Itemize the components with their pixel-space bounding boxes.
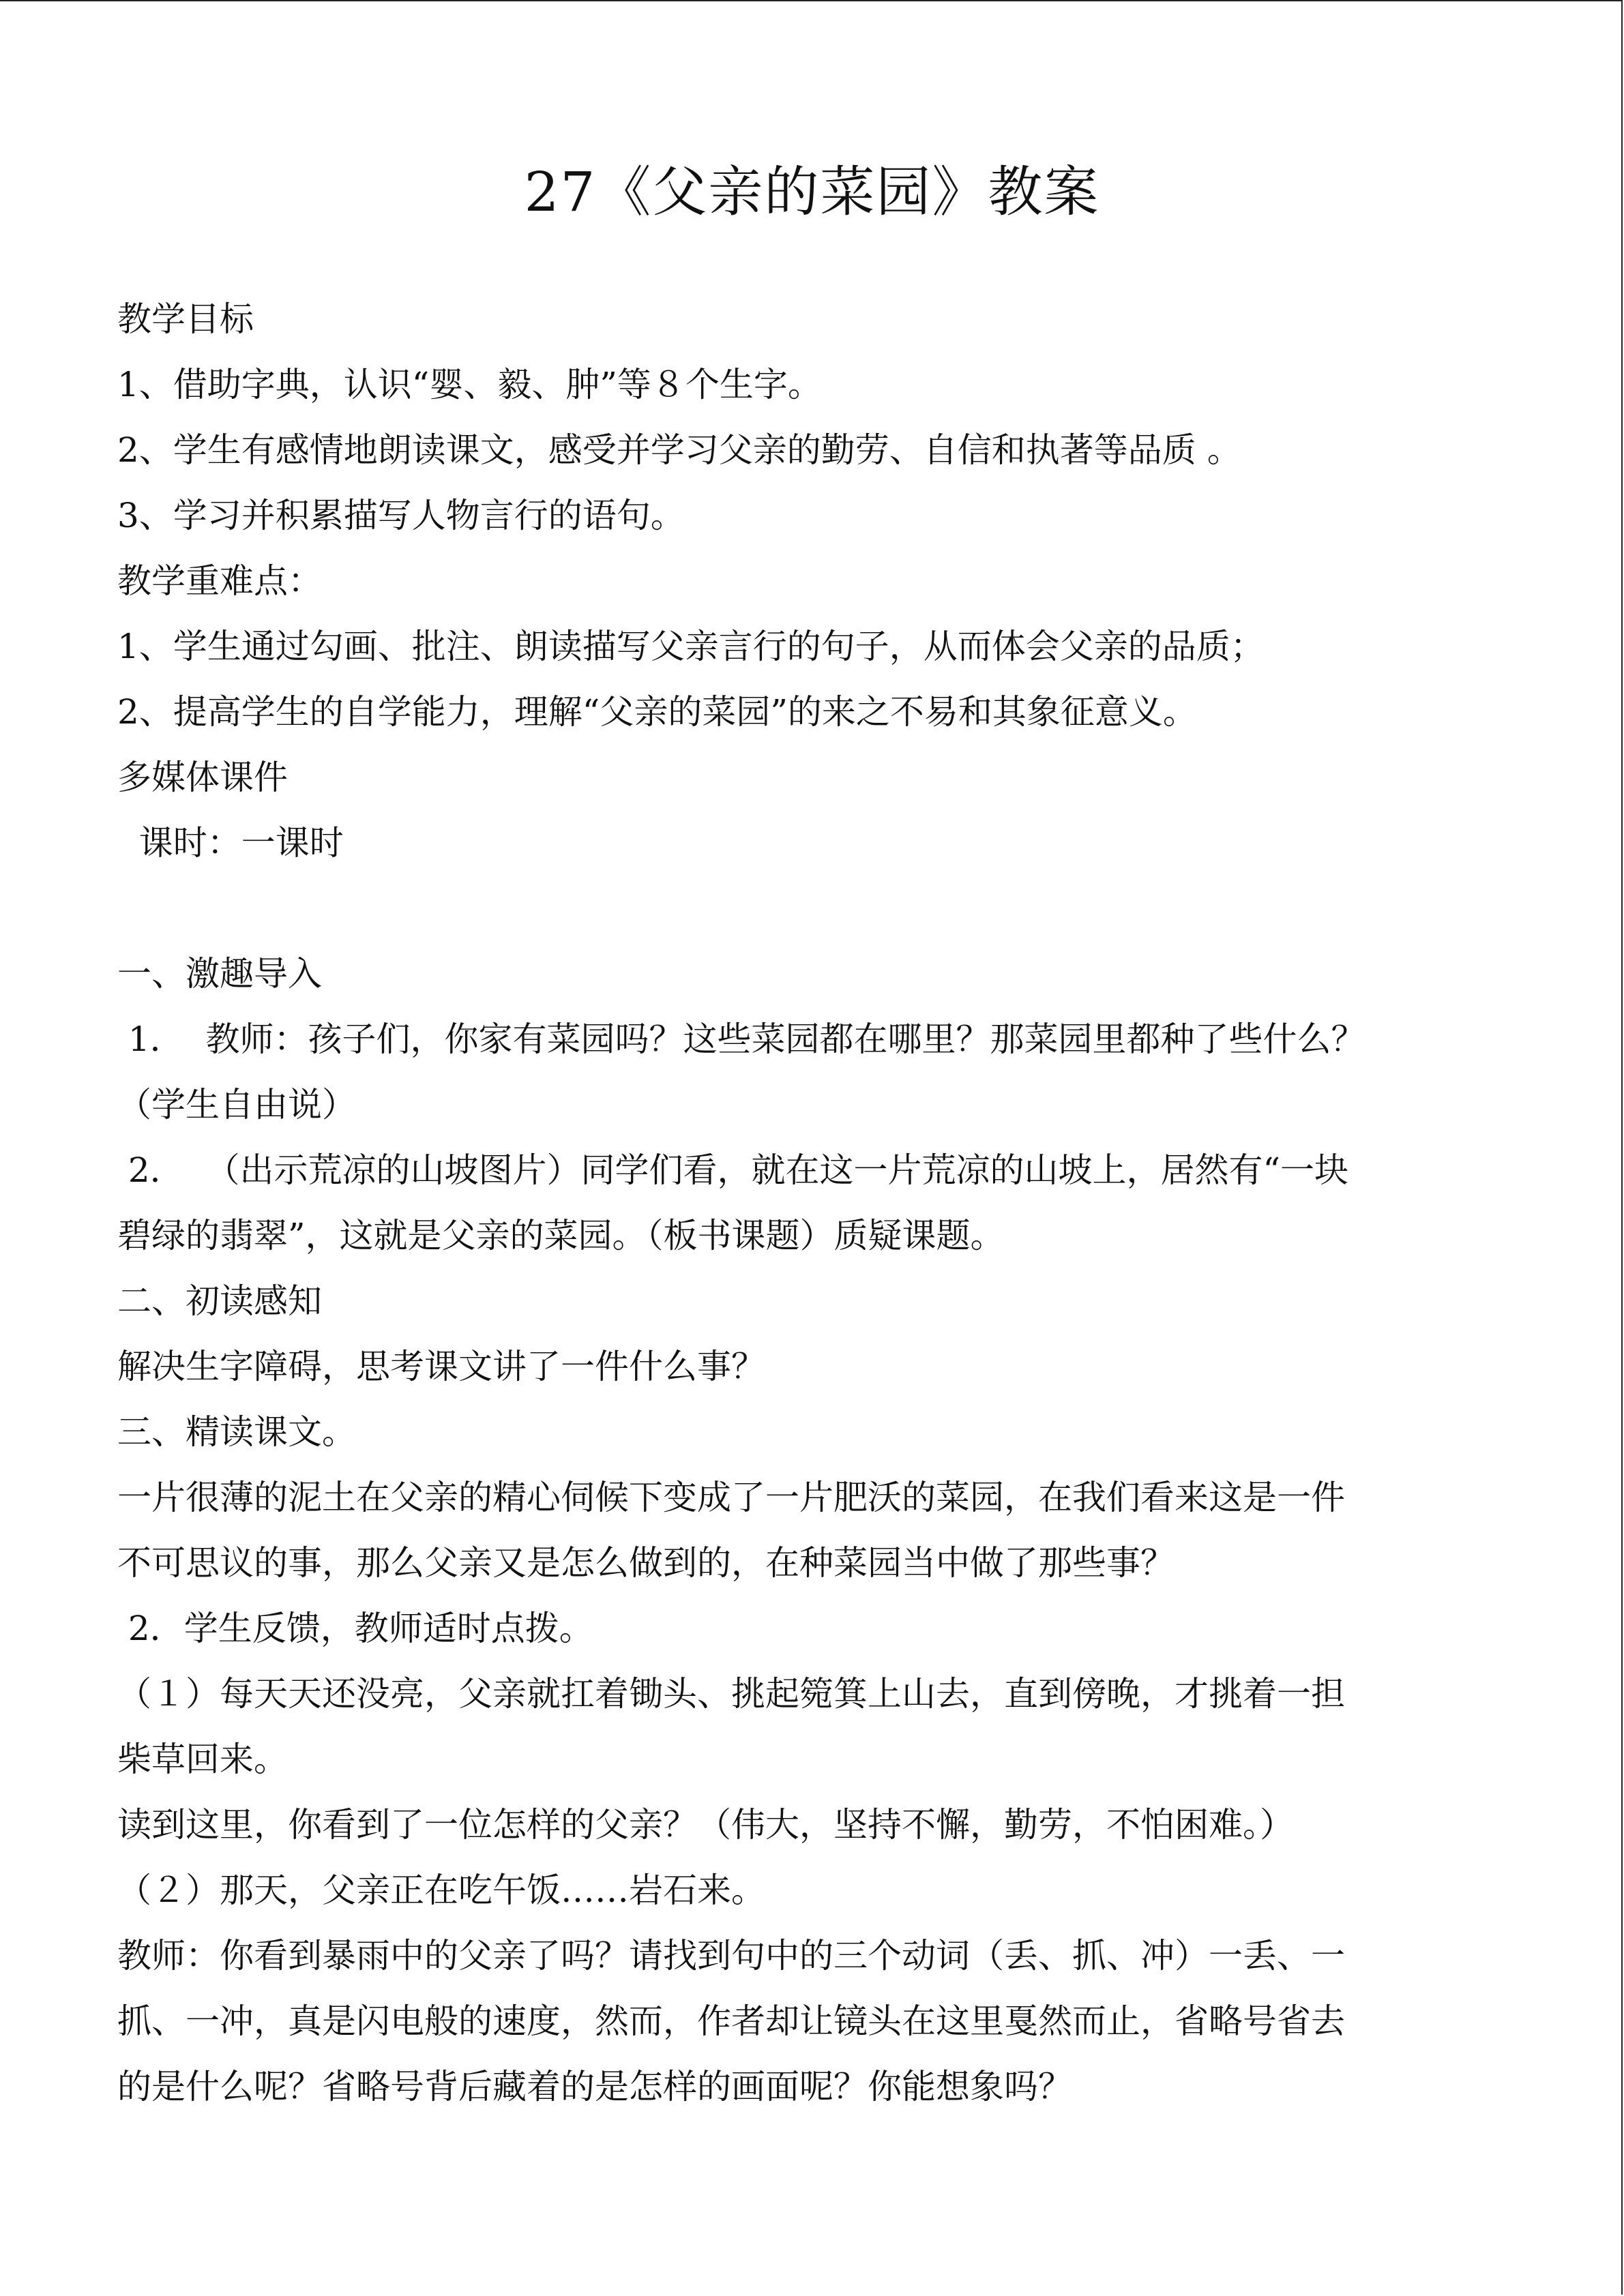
paragraph-line: （学生自由说） — [117, 1085, 356, 1124]
section-heading-intro: 一、激趣导入 — [117, 954, 322, 994]
paragraph-line: 2．学生反馈，教师适时点拨。 — [117, 1609, 593, 1648]
key-point-2: 2、提高学生的自学能力，理解“父亲的菜园”的来之不易和其象征意义。 — [117, 692, 1197, 732]
paragraph-line: 碧绿的翡翠”，这就是父亲的菜园。（板书课题）质疑课题。 — [117, 1216, 1005, 1255]
section-heading-close-reading: 三、精读课文。 — [117, 1412, 356, 1452]
objective-2: 2、学生有感情地朗读课文，感受并学习父亲的勤劳、自信和执著等品质 。 — [117, 430, 1241, 470]
blank-line — [117, 876, 1522, 941]
paragraph-line: 的是什么呢？省略号背后藏着的是怎样的画面呢？你能想象吗？ — [117, 2067, 1072, 2106]
paragraph-line: 抓、一冲，真是闪电般的速度，然而，作者却让镜头在这里戛然而止，省略号省去 — [117, 2001, 1345, 2041]
paragraph-line: 1． 教师：孩子们，你家有菜园吗？这些菜园都在哪里？那菜园里都种了些什么？ — [117, 1019, 1365, 1059]
teaching-aids: 多媒体课件 — [117, 758, 288, 797]
section-heading-key-points: 教学重难点： — [117, 561, 322, 601]
document-title: 27《父亲的菜园》教案 — [524, 160, 1100, 224]
document-body — [117, 286, 1522, 2119]
key-point-1: 1、学生通过勾画、批注、朗读描写父亲言行的句子，从而体会父亲的品质； — [117, 627, 1265, 666]
paragraph-line: （２）那天，父亲正在吃午饭……岩石来。 — [117, 1870, 765, 1910]
paragraph-line: 解决生字障碍，思考课文讲了一件什么事？ — [117, 1347, 765, 1386]
section-heading-objectives: 教学目标 — [117, 299, 254, 339]
paragraph-line: （１）每天天还没亮，父亲就扛着锄头、挑起箢箕上山去，直到傍晚，才挑着一担 — [117, 1674, 1345, 1714]
paragraph-line: 读到这里，你看到了一位怎样的父亲？（伟大，坚持不懈，勤劳，不怕困难。） — [117, 1805, 1294, 1845]
paragraph-line: 不可思议的事，那么父亲又是怎么做到的，在种菜园当中做了那些事？ — [117, 1543, 1175, 1583]
paragraph-line: 教师：你看到暴雨中的父亲了吗？请找到句中的三个动词（丢、抓、冲）一丢、一 — [117, 1936, 1345, 1976]
objective-1: 1、借助字典，认识“婴、毅、肿”等８个生字。 — [117, 365, 822, 404]
paragraph-line: 柴草回来。 — [117, 1740, 288, 1779]
paragraph-line: 2． （出示荒凉的山坡图片）同学们看，就在这一片荒凉的山坡上，居然有“一块 — [117, 1150, 1349, 1190]
objective-3: 3、学习并积累描写人物言行的语句。 — [117, 496, 685, 535]
paragraph-line: 一片很薄的泥土在父亲的精心伺候下变成了一片肥沃的菜园，在我们看来这是一件 — [117, 1478, 1345, 1517]
class-hours: 课时：一课时 — [117, 823, 344, 863]
section-heading-first-reading: 二、初读感知 — [117, 1281, 322, 1321]
